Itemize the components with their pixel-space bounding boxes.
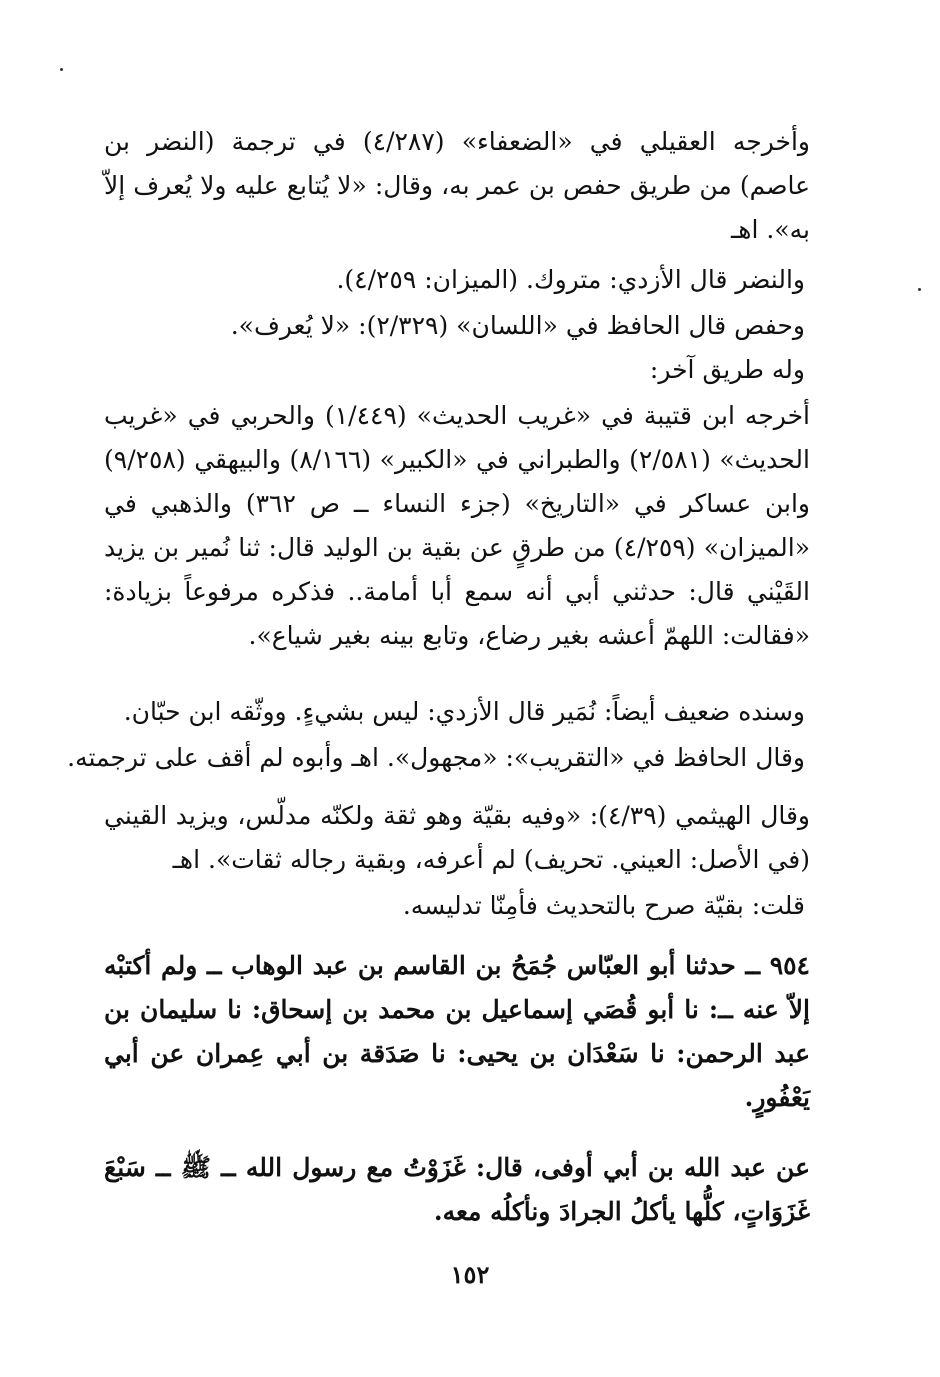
paragraph-qultu: قلت: بقيّة صرح بالتحديث فأمِنّا تدليسه. (402, 891, 805, 920)
hadith-954-matn: عن عبد الله بن أبي أوفى، قال: غَزَوْتُ مع رسول الله ــ ﷺ ــ سَبْعَ غَزَوَاتٍ، كلُّها يأكلُ الجرادَ ونأكلُه معه. (104, 1153, 810, 1226)
paragraph-isnad-weak: وسنده ضعيف أيضاً: نُمَير قال الأزدي: ليس بشيءٍ. ووثّقه ابن حبّان. (123, 697, 805, 726)
paragraph-haythami: وقال الهيثمي (٤/٣٩): «وفيه بقيّة وهو ثقة ولكنّه مدلّس، ويزيد القيني (في الأصل: العيني. تحريف) لم أعرفه، وبقية رجاله ثقات». اهـ (104, 801, 810, 874)
hadith-954-isnad: ٩٥٤ ــ حدثنا أبو العبّاس جُمَحُ بن القاسم بن عبد الوهاب ــ ولم أكتبْه إلاّ عنه ــ: نا أبو قُصَي إسماعيل بن محمد بن إسحاق: نا سليمان بن عبد الرحمن: نا سَعْدَان بن يحيى: نا صَدَقة بن أبي عِمران عن أبي يَعْفُورٍ. (104, 951, 810, 1112)
paragraph-another-route: وله طريق آخر: (649, 355, 805, 384)
scan-speck (918, 288, 921, 291)
paragraph-aqili-takhrij: وأخرجه العقيلي في «الضعفاء» (٤/٢٨٧) في ترجمة (النضر بن عاصم) من طريق حفص بن عمر به، وقال: «لا يُتابع عليه ولا يُعرف إلاّ به». اهـ (104, 127, 810, 244)
paragraph-taqrib-majhul: وقال الحافظ في «التقريب»: «مجهول». اهـ وأبوه لم أقف على ترجمته. (67, 743, 805, 772)
paragraph-ibn-qutayba-takhrij: أخرجه ابن قتيبة في «غريب الحديث» (١/٤٤٩) والحربي في «غريب الحديث» (٢/٥٨١) والطبراني في «الكبير» (٨/١٦٦) والبيهقي (٩/٢٥٨) وابن عساكر في «التاريخ» (جزء النساء ــ ص ٣٦٢) والذهبي في «الميزان» (٤/٢٥٩) من طرقٍ عن بقية بن الوليد قال: ثنا نُمير بن يزيد القَيْني قال: حدثني أبي أنه سمع أبا أمامة.. فذكره مرفوعاً بزيادة: «فقالت: اللهمّ أعشه بغير رضاع، وتابع بينه بغير شياع». (104, 401, 810, 650)
paragraph-nadr-matruk: والنضر قال الأزدي: متروك. (الميزان: ٤/٢٥٩). (336, 265, 805, 294)
scan-speck (60, 68, 63, 71)
paragraph-hafs-lisan: وحفص قال الحافظ في «اللسان» (٢/٣٢٩): «لا يُعرف». (230, 311, 805, 340)
page-number: ١٥٢ (450, 1260, 490, 1289)
